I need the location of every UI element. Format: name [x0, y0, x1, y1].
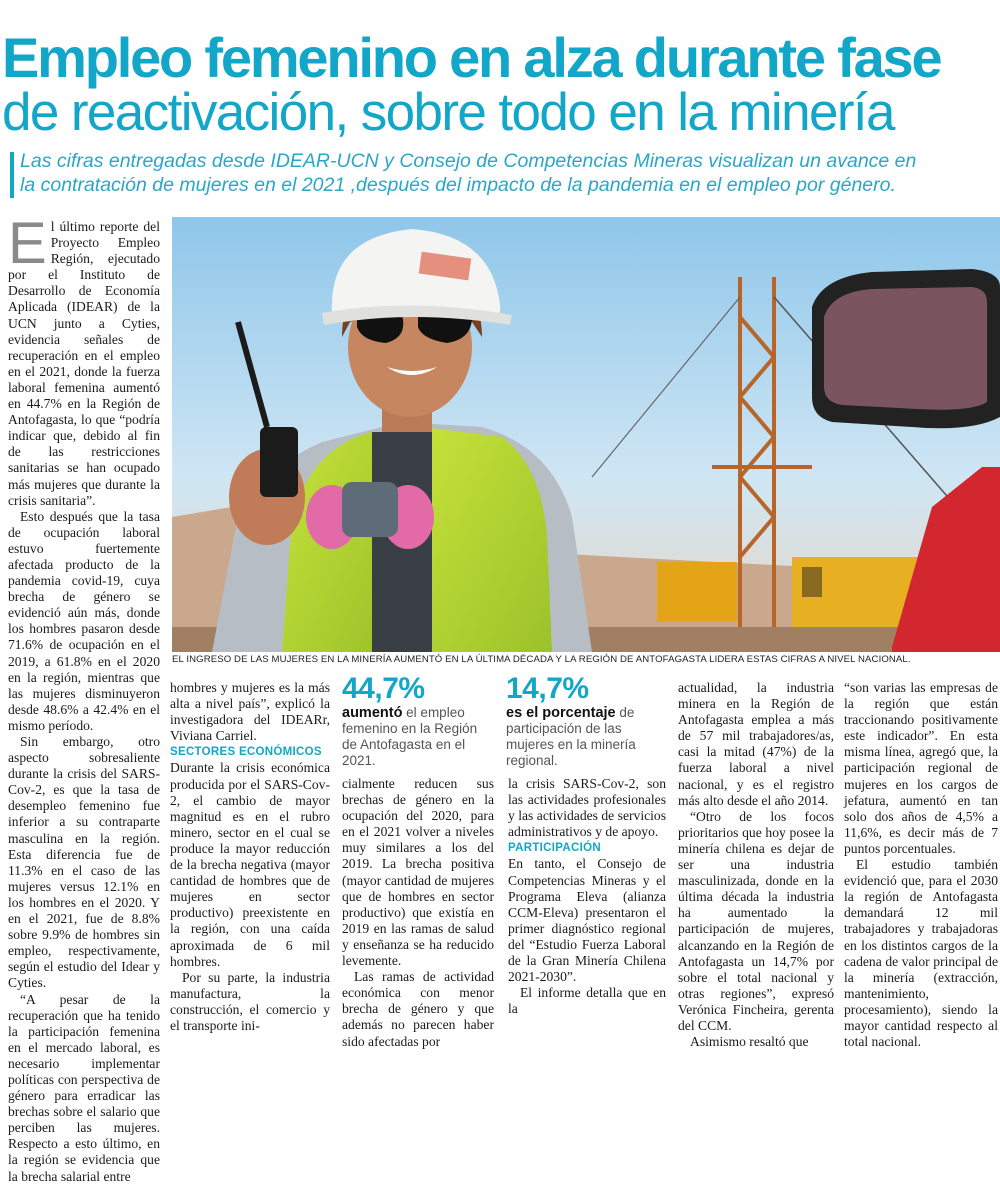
section-subhead-sectores: SECTORES ECONÓMICOS — [170, 746, 322, 759]
paragraph: Sin embargo, otro aspecto sobresaliente durante la crisis del SARS-Cov-2, es que la tasa de desempleo femenino fue inferior a su contraparte masculina en la región. Esta diferencia fue de 11.3% en el caso de las mujeres versus 12.1% en los hombres en el 2020. Y en el 2021, fue de 8.8% sobre 9.9% de hombres sin empleo, respectivamente, según el estudio del Idear y Cyties. — [8, 734, 160, 991]
paragraph: El estudio también evidenció que, para el 2030 la región de Antofagasta demandará 12 mil trabajadores y trabajadoras en los distintos cargos de la cadena de valor principal de la minería (extracción, mantenimiento, procesamiento), siendo la mayor cantidad respecto al total nacional. — [844, 857, 998, 1050]
miner-woman-photo — [172, 217, 1000, 652]
paragraph: En tanto, el Consejo de Competencias Mineras y el Programa Eleva (alianza CCM-Eleva) presentaron el primer diagnóstico regional del “Estudio Fuerza Laboral de la Gran Minería Chilena 2021-2030”. — [508, 856, 666, 985]
paragraph: Las ramas de actividad económica con menor brecha de género y que además no parecen haber sido afectadas por — [342, 969, 494, 1049]
headline-line-1: Empleo femenino en alza durante fase — [2, 26, 941, 89]
stat-box-2 — [506, 673, 666, 769]
stat-number-2: 14,7% — [506, 672, 589, 705]
article-column-4 — [508, 776, 666, 1017]
lead-accent-bar — [10, 152, 14, 198]
paragraph: actualidad, la industria minera en la Región de Antofagasta emplea a más de 57 mil trabajadores/as, casi la mitad (47%) de la fuerza laboral a nivel nacional, y es el registro más alto desde el año 2014. — [678, 680, 834, 808]
lead-line-2: la contratación de mujeres en el 2021 ,después del impacto de la pandemia en el empleo por género. — [20, 174, 896, 196]
paragraph: “son varias las empresas de la región que están traccionando positivamente este indicador”. En esta misma línea, agregó que, la participación regional de mujeres en los cargos de jefatura, aumentó en tan solo dos años de 4,5% a 11,6%, es decir más de 7 puntos porcentuales. — [844, 680, 998, 856]
article-column-5 — [678, 680, 834, 1050]
paragraph: El informe detalla que en la — [508, 985, 666, 1017]
paragraph: cialmente reducen sus brechas de género en la ocupación del 2020, para en el 2021 volver a niveles muy similares a los del 2019. La brecha positiva (mayor cantidad de mujeres que de hombres en sector productivo) que existía en 2019 en las ramas de salud y enseñanza se ha reducido levemente. — [342, 776, 494, 969]
paragraph: “Otro de los focos prioritarios que hoy posee la minería chilena es dejar de ser una industria masculinizada, donde en la última década la industria ha aumentado la participación de mujeres, alcanzando en la Región de Antofagasta un 14,7% por sobre el total nacional y otras regiones”, expresó Verónica Fincheira, gerenta del CCM. — [678, 808, 834, 1033]
photo-caption: EL INGRESO DE LAS MUJERES EN LA MINERÍA AUMENTÓ EN LA ÚLTIMA DÉCADA Y LA REGIÓN DE ANTOFAGASTA LIDERA ESTAS CIFRAS A NIVEL NACIONAL. — [172, 654, 911, 665]
stat-text-2: es el porcentaje de participación de las mujeres en la minería regional. — [506, 705, 636, 768]
stat-number-1: 44,7% — [342, 672, 425, 705]
paragraph: Esto después que la tasa de ocupación laboral estuvo fuertemente afectada producto de la pandemia covid-19, cuya brecha de género se evidenció aún más, donde los hombres pasaron desde 71.6% de ocupación en el 2019, a 61.8% en el 2020 en la región, mientras que las mujeres disminuyeron desde 48.6% a 42.4% en el mismo período. — [8, 508, 160, 733]
article-column-3 — [342, 776, 494, 1050]
paragraph: Durante la crisis económica producida por el SARS-Cov-2, el cambio de mayor magnitud es en el rubro minero, sector en el cual se produce la mayor reducción de la brecha negativa (mayor cantidad de hombres que de mujeres en sector productivo) preexistente en la región, con una caída aproximada de 6 mil hombres. — [170, 760, 330, 969]
paragraph: la crisis SARS-Cov-2, son las actividades profesionales y las actividades de servicios administrativos y de apoyo. — [508, 776, 666, 840]
paragraph: hombres y mujeres es la más alta a nivel país”, explicó la investigadora del IDEARr, Viviana Carriel. — [170, 680, 330, 744]
stat-box-1 — [342, 673, 494, 769]
lead-line-1: Las cifras entregadas desde IDEAR-UCN y Consejo de Competencias Mineras visualizan un avance en — [20, 150, 917, 172]
first-paragraph: El último reporte del Proyecto Empleo Región, ejecutado por el Instituto de Desarrollo de Economía Aplicada (IDEAR) de la UCN junto a Cyties, evidencia señales de recuperación en el empleo en el 2021, donde la fuerza laboral femenina aumentó en 44.7% en la Región de Antofagasta, lo que “podría indicar que, debido al fin de las restricciones sanitarias se han ocupado más mujeres que durante la crisis sanitaria”. — [8, 211, 160, 508]
stat-text-1: aumentó el empleo femenino en la Región de Antofagasta en el 2021. — [342, 705, 478, 768]
paragraph: Por su parte, la industria manufactura, la construcción, el comercio y el transporte ini- — [170, 969, 330, 1033]
article-column-2 — [170, 680, 330, 1034]
paragraph: Asimismo resaltó que — [690, 1034, 809, 1050]
headline-line-2: de reactivación, sobre todo en la minería — [2, 83, 894, 142]
article-column-6 — [844, 680, 998, 1050]
section-subhead-participacion: PARTICIPACIÓN — [508, 842, 601, 855]
lead-paragraph — [20, 149, 995, 197]
paragraph: “A pesar de la recuperación que ha tenido la participación femenina en el mercado laboral, es necesario implementar políticas con perspectiva de género para erradicar las brechas sobre el salario que perciben las mujeres. Respecto a esto último, en la región se evidencia que la brecha salarial entre — [8, 991, 160, 1184]
drop-cap: E — [8, 211, 47, 276]
article-column-1 — [8, 211, 160, 1185]
